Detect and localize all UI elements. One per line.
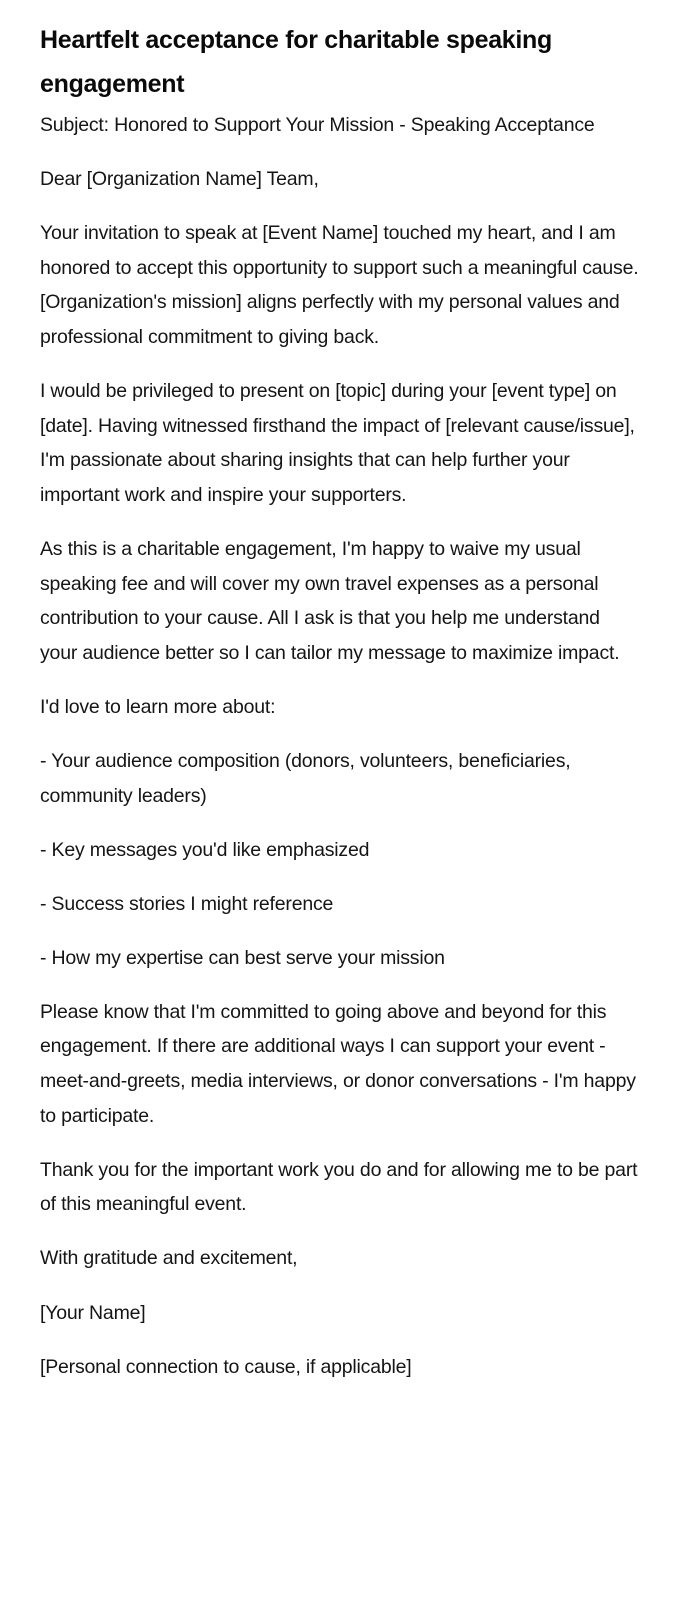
sign-off: With gratitude and excitement, bbox=[40, 1247, 298, 1270]
list-item: - How my expertise can best serve your mission bbox=[40, 946, 445, 969]
list-item: - Your audience composition (donors, volunteers, beneficiaries, community leaders) bbox=[40, 749, 571, 807]
document-title: Heartfelt acceptance for charitable speaking engagement bbox=[40, 26, 552, 98]
body-paragraph-topic: I would be privileged to present on [topic] during your [event type] on [date]. Having witnessed firsthand the impact of [relevant cause/issue], I'm passionate about sharing insights that can help further your important work and inspire your supporters. bbox=[40, 380, 635, 506]
body-paragraph-learn-more: I'd love to learn more about: bbox=[40, 695, 276, 718]
body-paragraph-thanks: Thank you for the important work you do and for allowing me to be part of this meaningful event. bbox=[40, 1158, 638, 1216]
body-paragraph-fee: As this is a charitable engagement, I'm happy to waive my usual speaking fee and will cover my own travel expenses as a personal contribution to your cause. All I ask is that you help me understand your audience better so I can tailor my message to maximize impact. bbox=[40, 537, 620, 664]
list-item: - Success stories I might reference bbox=[40, 892, 334, 915]
body-paragraph-invitation: Your invitation to speak at [Event Name] touched my heart, and I am honored to accept this opportunity to support such a meaningful cause. [Organization's mission] aligns perfectly with my personal values and professional commitment to giving back. bbox=[40, 222, 639, 348]
subject-line: Subject: Honored to Support Your Mission - Speaking Acceptance bbox=[40, 114, 595, 136]
body-paragraph-commitment: Please know that I'm committed to going above and beyond for this engagement. If there are additional ways I can support your event - meet-and-greets, media interviews, or donor conversations - I'm happy to participate. bbox=[40, 1000, 636, 1127]
greeting: Dear [Organization Name] Team, bbox=[40, 168, 319, 191]
signature-name: [Your Name] bbox=[40, 1301, 146, 1324]
signature-note: [Personal connection to cause, if applicable] bbox=[40, 1355, 412, 1378]
list-item: - Key messages you'd like emphasized bbox=[40, 838, 370, 861]
